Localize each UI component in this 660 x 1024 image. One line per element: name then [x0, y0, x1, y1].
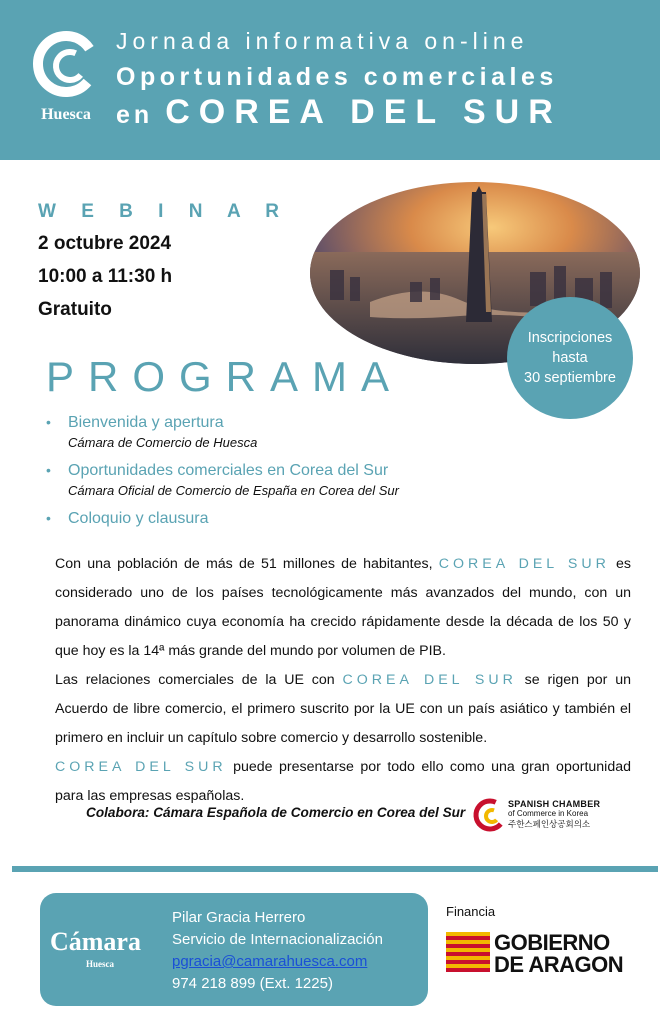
colabora-text: Colabora: Cámara Española de Comercio en Corea del Sur [86, 805, 466, 820]
programa-item-title: Coloquio y clausura [68, 510, 209, 527]
description-paragraph-2: Las relaciones comerciales de la UE con COREA DEL SUR se rigen por un Acuerdo de libre comercio, el primero suscrito por la UE con un país asiático y también el primero en incluir un capítulo sobre comercio y desarrollo sostenible. [55, 672, 631, 746]
badge-line-1: Inscripciones [527, 330, 613, 346]
header-logo-text: Huesca [41, 106, 91, 123]
camara-huesca-logo [30, 26, 102, 126]
header-title-country-line [116, 93, 562, 132]
badge-line-2: hasta [552, 350, 588, 366]
aragon-flag-icon [446, 930, 490, 974]
keyword-corea: COREA DEL SUR [438, 556, 610, 572]
gob-line-2: DE ARAGON [494, 952, 624, 977]
spanish-chamber-logo-icon [472, 795, 504, 835]
programa-item-subtitle: Cámara de Comercio de Huesca [68, 435, 258, 450]
spanish-chamber-line-1: SPANISH CHAMBER [508, 799, 601, 809]
gobierno-aragon-logo [446, 930, 641, 978]
list-item [46, 508, 526, 530]
contact-email-link[interactable]: pgracia@camarahuesca.com [172, 953, 368, 970]
webinar-label: W E B I N A R [38, 201, 290, 222]
financia-label: Financia [446, 904, 496, 919]
programa-list [46, 412, 526, 538]
header-country: COREA DEL SUR [165, 93, 562, 131]
event-date: 2 octubre 2024 [38, 233, 172, 254]
contact-details [172, 907, 383, 995]
programa-item-title: Bienvenida y apertura [68, 414, 224, 431]
description-paragraph-1: Con una población de más de 51 millones de habitantes, COREA DEL SUR es considerado uno de los países tecnológicamente más avanzados del mundo, con un panorama dinámico cuya economía ha crecido rápidamente desde la década de los 50 y que hoy es la 14ª más grande del mundo por volumen de PIB. [55, 556, 631, 659]
list-item [46, 460, 526, 500]
keyword-corea: COREA DEL SUR [342, 672, 517, 688]
footer-logo-sub: Huesca [86, 959, 114, 969]
contact-department: Servicio de Internacionalización [172, 931, 383, 948]
description-paragraph-3: COREA DEL SUR puede presentarse por todo ello como una gran oportunidad para las empresas españolas. [55, 759, 631, 804]
programa-item-subtitle: Cámara Oficial de Comercio de España en Corea del Sur [68, 483, 399, 498]
gobierno-aragon-text [494, 932, 623, 976]
footer-camara-logo [50, 927, 162, 967]
contact-box [40, 893, 428, 1006]
list-item [46, 412, 526, 452]
keyword-corea: COREA DEL SUR [55, 759, 227, 775]
header-title: Oportunidades comerciales [116, 63, 558, 91]
gob-line-1: GOBIERNO [494, 930, 610, 955]
bullet-icon: • [46, 462, 51, 478]
contact-name: Pilar Gracia Herrero [172, 909, 306, 926]
footer-logo-word: Cámara [50, 927, 141, 956]
programa-heading: PROGRAMA [46, 353, 404, 400]
header-subtitle: Jornada informativa on-line [116, 28, 529, 54]
header-title-prefix: en [116, 101, 154, 129]
spanish-chamber-line-2: of Commerce in Korea [508, 809, 589, 818]
event-time: 10:00 a 11:30 h [38, 266, 173, 287]
bullet-icon: • [46, 414, 51, 430]
header-banner [0, 0, 660, 160]
spanish-chamber-logo [508, 799, 600, 829]
programa-item-title: Oportunidades comerciales en Corea del Sur [68, 462, 389, 479]
event-price: Gratuito [38, 299, 112, 320]
contact-phone: 974 218 899 (Ext. 1225) [172, 975, 333, 992]
bullet-icon: • [46, 510, 51, 526]
spanish-chamber-line-3: 주한스페인상공회의소 [508, 819, 591, 829]
description-text [55, 550, 631, 811]
divider [12, 866, 658, 872]
camara-c-logo-icon [30, 26, 102, 106]
badge-line-3: 30 septiembre [524, 370, 616, 386]
registration-deadline-badge [507, 297, 633, 419]
